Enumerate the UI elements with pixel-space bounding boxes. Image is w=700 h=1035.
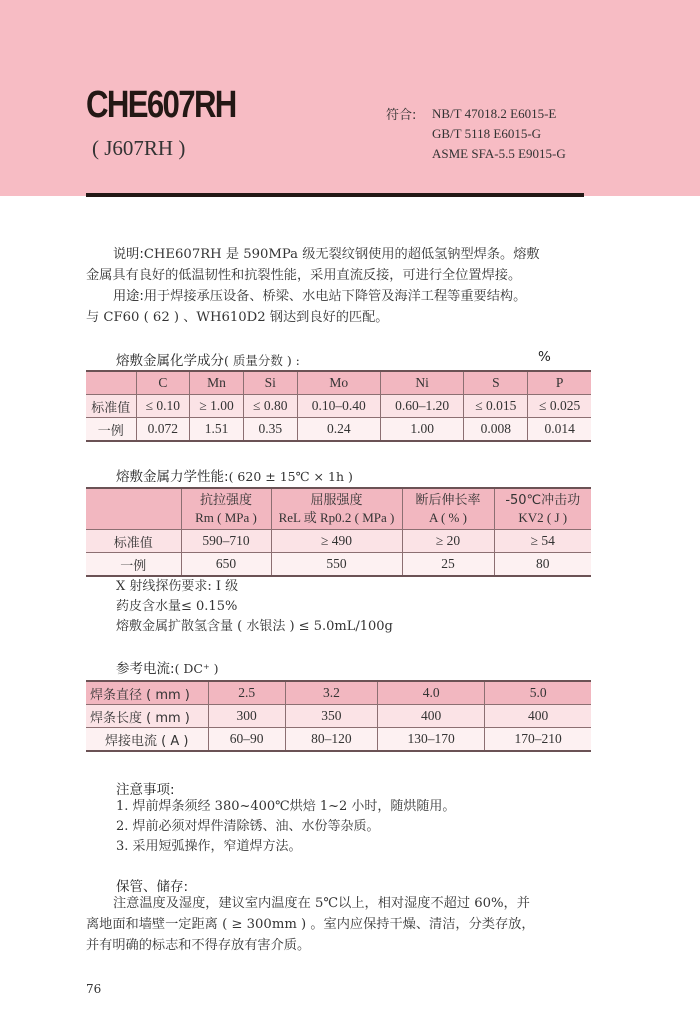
description-label: 说明:: [113, 247, 144, 262]
chemical-unit: %: [538, 349, 551, 365]
table-cell: ≤ 0.025: [528, 395, 591, 418]
table-cell: 550: [271, 553, 402, 577]
table-header-cell: [181, 488, 271, 530]
table-cell: ≤ 0.10: [136, 395, 190, 418]
note-line: 熔敷金属扩散氢含量 ( 水银法 ) ≤ 5.0mL/100g: [116, 619, 393, 634]
table-cell: 1.00: [380, 418, 463, 442]
table-header-cell: S: [464, 371, 528, 395]
table-cell: 650: [181, 553, 271, 577]
mechanical-table: [86, 487, 591, 577]
table-cell: 0.072: [136, 418, 190, 442]
standard-item: ASME SFA-5.5 E9015-G: [432, 146, 566, 161]
table-row: [86, 418, 591, 442]
header-line: A ( % ): [429, 510, 467, 525]
table-header-cell: [86, 488, 181, 530]
table-cell: ≥ 1.00: [190, 395, 244, 418]
table-cell: 170–210: [485, 728, 591, 752]
table-header-row: [86, 681, 591, 705]
table-header-cell: Mo: [297, 371, 380, 395]
table-cell: 4.0: [378, 681, 485, 705]
row-label: 焊接电流 ( A ): [86, 728, 208, 752]
table-row: [86, 553, 591, 577]
table-cell: ≥ 20: [402, 530, 494, 553]
table-row: [86, 705, 591, 728]
table-cell: ≤ 0.015: [464, 395, 528, 418]
standard-item: GB/T 5118 E6015-G: [432, 126, 542, 141]
table-header-cell: Si: [243, 371, 297, 395]
table-row: [86, 728, 591, 752]
header-line: -50℃冲击功: [505, 493, 581, 508]
table-cell: ≥ 490: [271, 530, 402, 553]
page-number: 76: [86, 982, 102, 996]
table-cell: 0.10–0.40: [297, 395, 380, 418]
table-row: [86, 530, 591, 553]
list-item: 3. 采用短弧操作，窄道焊方法。: [116, 839, 302, 854]
usage-label: 用途:: [113, 289, 144, 304]
note-line: 药皮含水量≤ 0.15%: [116, 599, 238, 614]
table-cell: 0.60–1.20: [380, 395, 463, 418]
current-title: [116, 657, 218, 677]
header-line: ReL 或 Rp0.2 ( MPa ): [278, 510, 395, 525]
table-cell: 60–90: [208, 728, 285, 752]
mechanical-title: [116, 465, 353, 485]
list-item: 2. 焊前必须对焊件清除锈、油、水份等杂质。: [116, 819, 380, 834]
storage-paragraph: [86, 893, 592, 956]
table-cell: 0.24: [297, 418, 380, 442]
table-cell: 80: [494, 553, 591, 577]
note-line: X 射线探伤要求: I 级: [116, 579, 239, 594]
header-line: 断后伸长率: [415, 493, 481, 508]
table-cell: ≥ 54: [494, 530, 591, 553]
storage-title: 保管、储存:: [116, 879, 189, 895]
table-header-row: [86, 371, 591, 395]
table-cell: ≤ 0.80: [243, 395, 297, 418]
description-paragraph: [86, 244, 592, 328]
table-header-cell: C: [136, 371, 190, 395]
chemical-title: [116, 349, 300, 369]
table-cell: 5.0: [485, 681, 591, 705]
table-cell: 130–170: [378, 728, 485, 752]
table-cell: 0.008: [464, 418, 528, 442]
usage-line: 用于焊接承压设备、桥梁、水电站下降管及海洋工程等重要结构。: [143, 289, 527, 304]
precautions-list: [116, 797, 455, 857]
table-header-cell: [494, 488, 591, 530]
precautions-title: 注意事项:: [116, 782, 175, 798]
current-note: ( DC⁺ ): [174, 661, 219, 676]
product-alias: ( J607RH ): [92, 136, 186, 160]
table-cell: 80–120: [285, 728, 377, 752]
table-cell: 400: [378, 705, 485, 728]
table-header-cell: [271, 488, 402, 530]
row-label: 焊条直径 ( mm ): [86, 681, 208, 705]
description-line: CHE607RH 是 590MPa 级无裂纹钢使用的超低氢钠型焊条。熔敷: [143, 247, 540, 262]
header-line: Rm ( MPa ): [195, 510, 257, 525]
table-header-row: [86, 488, 591, 530]
header-line: KV2 ( J ): [518, 510, 568, 525]
product-title: CHE607RH: [86, 84, 236, 126]
table-cell: 2.5: [208, 681, 285, 705]
table-cell: 590–710: [181, 530, 271, 553]
table-cell: 400: [485, 705, 591, 728]
storage-line: 并有明确的标志和不得存放有害介质。: [86, 938, 311, 953]
header-line: 抗拉强度: [199, 493, 252, 508]
table-cell: 300: [208, 705, 285, 728]
row-label: 标准值: [86, 530, 181, 553]
table-cell: 0.35: [243, 418, 297, 442]
row-label: 一例: [86, 553, 181, 577]
list-item: 1. 焊前焊条须经 380~400℃烘焙 1~2 小时，随烘随用。: [116, 799, 456, 814]
header-line: 屈服强度: [310, 493, 363, 508]
table-cell: 3.2: [285, 681, 377, 705]
mechanical-notes: [116, 577, 393, 637]
table-header-cell: Mn: [190, 371, 244, 395]
description-line: 金属具有良好的低温韧性和抗裂性能，采用直流反接，可进行全位置焊接。: [86, 268, 522, 283]
table-header-cell: [86, 371, 136, 395]
table-header-cell: [402, 488, 494, 530]
header-rule: [86, 193, 584, 197]
standard-item: NB/T 47018.2 E6015-E: [432, 106, 557, 121]
row-label: 焊条长度 ( mm ): [86, 705, 208, 728]
current-title-text: 参考电流:: [116, 661, 175, 677]
current-table: [86, 680, 591, 752]
standards-label: 符合:: [386, 108, 417, 123]
table-header-cell: P: [528, 371, 591, 395]
mechanical-title-text: 熔敷金属力学性能:: [116, 469, 229, 485]
chemical-table: [86, 370, 591, 442]
chemical-note: ( 质量分数 ) :: [224, 353, 300, 368]
table-header-cell: Ni: [380, 371, 463, 395]
storage-line: 离地面和墙壁一定距离 ( ≥ 300mm ) 。室内应保持干燥、清洁，分类存放，: [86, 917, 535, 932]
table-cell: 0.014: [528, 418, 591, 442]
table-cell: 25: [402, 553, 494, 577]
mechanical-note: ( 620 ± 15℃ × 1h ): [228, 469, 353, 484]
row-label: 一例: [86, 418, 136, 442]
storage-line: 注意温度及湿度，建议室内温度在 5℃以上，相对湿度不超过 60%，并: [113, 896, 530, 911]
table-row: [86, 395, 591, 418]
row-label: 标准值: [86, 395, 136, 418]
usage-line: 与 CF60 ( 62 ) 、WH610D2 钢达到良好的匹配。: [86, 310, 389, 325]
table-cell: 350: [285, 705, 377, 728]
table-cell: 1.51: [190, 418, 244, 442]
chemical-title-text: 熔敷金属化学成分: [116, 353, 224, 369]
